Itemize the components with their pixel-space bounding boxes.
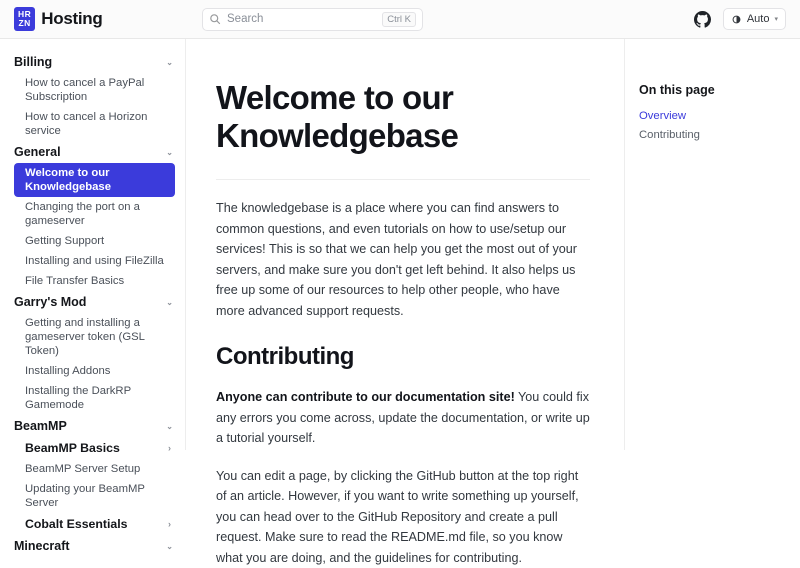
brand-logo-line1: HR — [18, 10, 31, 19]
toc-title: On this page — [639, 83, 786, 97]
chevron-right-icon: › — [168, 519, 171, 529]
toc-item-contributing[interactable]: Contributing — [639, 126, 786, 145]
chevron-down-icon: ⌄ — [166, 148, 173, 157]
sidebar-item-darkrp[interactable]: Installing the DarkRP Gamemode — [14, 381, 175, 415]
chevron-down-icon: ⌄ — [166, 422, 173, 431]
sidebar-group-billing[interactable] — [14, 51, 175, 73]
sidebar-group-label: Minecraft — [14, 539, 70, 553]
sidebar-group-garrys-mod[interactable] — [14, 291, 175, 313]
app-header — [0, 0, 800, 39]
sidebar-group-label: Billing — [14, 55, 52, 69]
sidebar-item-filezilla[interactable]: Installing and using FileZilla — [14, 251, 175, 271]
sidebar-subgroup-beammp-basics[interactable] — [14, 437, 175, 459]
search-input[interactable] — [202, 8, 423, 31]
sidebar-group-label: General — [14, 145, 61, 159]
sidebar-item-beammp-server-setup[interactable]: BeamMP Server Setup — [14, 459, 175, 479]
theme-selector[interactable] — [723, 8, 786, 30]
contributing-lead-rest: You could fix any errors you come across, update the documentation, or write up a tutorial yourself. — [216, 390, 590, 445]
chevron-down-icon: ⌄ — [166, 542, 173, 551]
contributing-body: You can edit a page, by clicking the GitHub button at the top right of an article. However, if you want to write something up yourself, you can head over to the GitHub Repository and create a pull request. Make sure to read the README.md file, so you know what you are doing, and the guidelines for contributing. — [216, 466, 590, 568]
sidebar-item-cancel-horizon[interactable]: How to cancel a Horizon service — [14, 107, 175, 141]
brand-logo — [14, 7, 35, 31]
sidebar-item-installing-addons[interactable]: Installing Addons — [14, 361, 175, 381]
sidebar-item-updating-beammp-server[interactable]: Updating your BeamMP Server — [14, 479, 175, 513]
sidebar-group-label: Garry's Mod — [14, 295, 86, 309]
sidebar-group-minecraft[interactable] — [14, 535, 175, 557]
sidebar-group-general[interactable] — [14, 141, 175, 163]
brand-name: Hosting — [41, 9, 102, 29]
table-of-contents — [625, 39, 800, 450]
sidebar-subgroup-label: Cobalt Essentials — [25, 517, 128, 531]
search-icon — [209, 13, 221, 25]
chevron-down-icon: ⌄ — [166, 58, 173, 67]
page-title: Welcome to our Knowledgebase — [216, 79, 590, 155]
search-placeholder: Search — [227, 13, 376, 25]
sidebar-item-cancel-paypal[interactable]: How to cancel a PayPal Subscription — [14, 73, 175, 107]
sidebar — [0, 39, 186, 450]
sidebar-item-gsl-token[interactable]: Getting and installing a gameserver token (GSL Token) — [14, 313, 175, 361]
toc-item-overview[interactable]: Overview — [639, 107, 786, 126]
sidebar-group-beammp[interactable] — [14, 415, 175, 437]
header-actions — [694, 8, 786, 30]
search-shortcut-badge: Ctrl K — [382, 12, 416, 27]
article-content — [186, 39, 625, 450]
intro-paragraph: The knowledgebase is a place where you can find answers to common questions, and even tutorials on how to use/setup our services! This is so that we can help you get the most out of your servers, and make sure you don't get left behind. It also helps us free up some of our resources to help other people, who have more advanced support requests. — [216, 198, 590, 321]
brand[interactable] — [14, 7, 102, 31]
section-heading-contributing: Contributing — [216, 343, 590, 371]
chevron-right-icon: › — [168, 443, 171, 453]
contributing-lead — [216, 387, 590, 449]
sidebar-group-label: BeamMP — [14, 419, 67, 433]
app-body — [0, 39, 800, 450]
theme-label: Auto — [747, 13, 770, 25]
theme-auto-icon — [731, 14, 742, 25]
sidebar-item-changing-port[interactable]: Changing the port on a gameserver — [14, 197, 175, 231]
brand-logo-line2: ZN — [18, 19, 31, 28]
title-divider — [216, 179, 590, 180]
contributing-lead-strong: Anyone can contribute to our documentation site! — [216, 390, 515, 404]
sidebar-item-welcome[interactable]: Welcome to our Knowledgebase — [14, 163, 175, 197]
sidebar-subgroup-cobalt-essentials[interactable] — [14, 513, 175, 535]
sidebar-item-getting-support[interactable]: Getting Support — [14, 231, 175, 251]
sidebar-item-file-transfer-basics[interactable]: File Transfer Basics — [14, 271, 175, 291]
sidebar-subgroup-label: BeamMP Basics — [25, 441, 120, 455]
chevron-down-icon: ⌄ — [166, 298, 173, 307]
github-icon[interactable] — [694, 11, 711, 28]
chevron-down-icon: ▾ — [774, 15, 778, 23]
